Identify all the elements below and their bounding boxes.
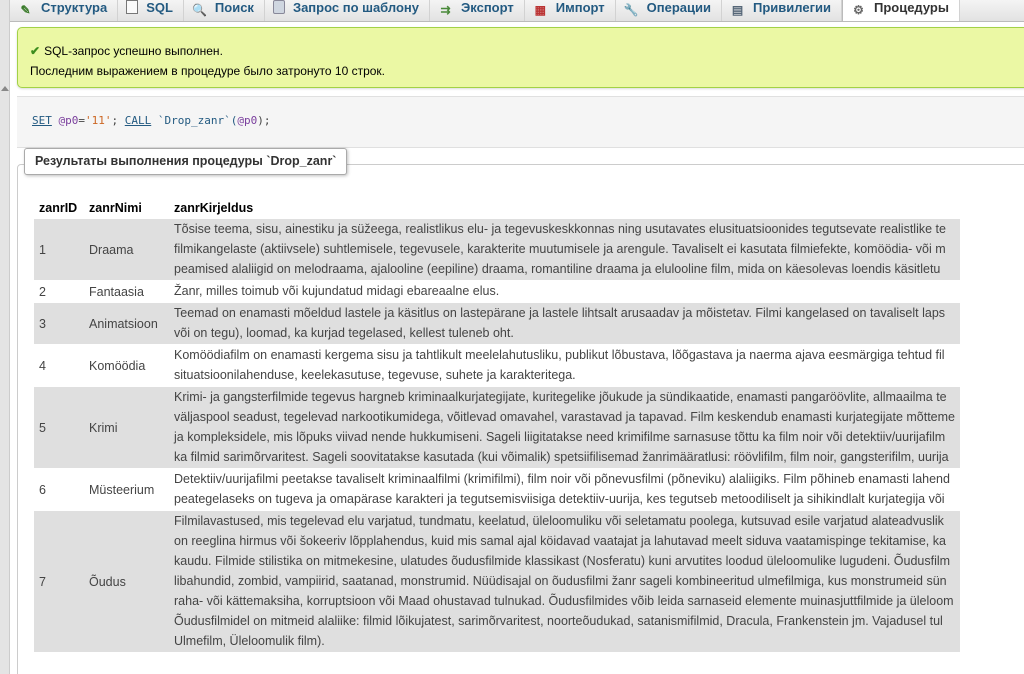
description-line: ja kompleksidele, mis lõpuks viivad nende hukkumiseni. Sageli liigitatakse need krimifilme sarnasuse tõttu ka film noir või detektiiv/uurijafilm xyxy=(174,430,946,444)
tab-label: Процедуры xyxy=(873,0,949,15)
cell-zanrid[interactable]: 2 xyxy=(34,281,84,303)
success-line-1: SQL-запрос успешно выполнен. xyxy=(44,44,223,58)
cell-zanrid[interactable]: 5 xyxy=(34,387,84,469)
cell-zanrnimi[interactable]: Krimi xyxy=(84,387,169,469)
table-row[interactable] xyxy=(34,469,960,511)
sql-variable-1: @p0 xyxy=(58,114,79,127)
search-icon: 🔍 xyxy=(191,3,207,17)
description-line: situatsioonilahenduse, keelekasutuse, tegevuse, suhete ja karakteritega. xyxy=(174,368,576,382)
navigation-collapse-bar[interactable] xyxy=(0,0,10,674)
description-line: filmikangelaste (aktiivsele) suhtlemisele, tegevusele, karakterite muutumisele ja arengule. Tavaliselt ei kasutata filmiefekte, komöödia- või m xyxy=(174,242,946,256)
tab-2[interactable] xyxy=(184,0,265,22)
description-line: väljaspool seadust, tegelevad narkootikumidega, võitlevad omavahel, varastavad ja tapavad. Film keskendub enamasti kurjategijate mõtteme xyxy=(174,410,955,424)
cell-zanrkirjeldus[interactable] xyxy=(169,281,960,303)
tab-7[interactable] xyxy=(722,0,842,22)
description-line: Filmilavastused, mis tegelevad elu varjatud, tundmatu, keelatud, üleloomuliku või seletamatu poolega, kutsuvad esile varjatud alateadvuslik xyxy=(174,514,944,528)
sql-query-box xyxy=(17,96,1024,148)
tab-0[interactable] xyxy=(10,0,118,22)
description-line: või on tegu), loomad, ka kurjad tegelased, kellest tuleneb oht. xyxy=(174,326,514,340)
tab-5[interactable] xyxy=(525,0,616,22)
collapse-arrow-icon[interactable] xyxy=(1,86,9,91)
tab-label: Экспорт xyxy=(461,0,514,15)
cell-zanrkirjeldus[interactable] xyxy=(169,345,960,387)
cell-zanrid[interactable]: 4 xyxy=(34,345,84,387)
cell-zanrnimi[interactable]: Komöödia xyxy=(84,345,169,387)
tab-label: Операции xyxy=(646,0,711,15)
sql-equals: = xyxy=(78,114,85,127)
tab-label: Импорт xyxy=(555,0,605,15)
table-header-row xyxy=(34,196,960,219)
tab-label: Привилегии xyxy=(753,0,831,15)
sql-string: '11' xyxy=(85,114,112,127)
tab-label: Структура xyxy=(41,0,108,15)
description-line: Tõsise teema, sisu, ainestiku ja süžeega, realistlikus elu- ja tegevuskeskkonnas ning usutavates elusituatsioonides tegutsevate realistlike te xyxy=(174,222,946,236)
cell-zanrnimi[interactable]: Fantaasia xyxy=(84,281,169,303)
tab-label: Запрос по шаблону xyxy=(292,0,420,15)
description-line: Ulmefilm, Üleloomulik film). xyxy=(174,634,325,648)
column-header-zanrnimi[interactable]: zanrNimi xyxy=(84,196,169,219)
top-menu-tabs xyxy=(10,0,1024,22)
description-line: Komöödiafilm on enamasti kergema sisu ja tahtlikult meelelahutusliku, publikut lõbustava, lõõgastava ja naerma ajava eesmärgiga tehtud fil xyxy=(174,348,945,362)
description-line: Krimi- ja gangsterfilmide tegevus hargneb kriminaalkurjategijate, kuritegelike jõukude ja sündikaatide, enamasti pangaröövlite, allmaailma te xyxy=(174,390,947,404)
description-line: ka filmid sarimõrvaritest. Sageli soovitatakse kasutada (kui võimalik) spetsiifilisemad žanrimääratlusi: röövlifilm, film noir, gangsterifilm, uurija xyxy=(174,450,949,464)
description-line: peamised alaliigid on melodraama, ajalooline (eepiline) draama, romantiline draama ja elulooline film, mida on käesolevas loendis käsitletu xyxy=(174,262,941,276)
tab-8[interactable] xyxy=(842,0,960,22)
description-line: Žanr, milles toimub või kujundatud midagi ebareaalne elus. xyxy=(174,284,500,298)
table-row[interactable] xyxy=(34,281,960,303)
results-table xyxy=(34,196,960,653)
cell-zanrkirjeldus[interactable] xyxy=(169,511,960,653)
sql-keyword-call[interactable]: CALL xyxy=(124,114,152,127)
description-line: Teemad on enamasti mõeldud lastele ja käsitlus on lastepärane ja lastele lihtsalt arusaadav ja mõistetav. Filmi kangelased on tavaliselt laps xyxy=(174,306,946,320)
tab-4[interactable] xyxy=(430,0,525,22)
tab-1[interactable] xyxy=(118,0,184,22)
success-check-icon: ✔ xyxy=(30,44,41,58)
cell-zanrkirjeldus[interactable] xyxy=(169,469,960,511)
wrench-icon: 🔧 xyxy=(623,3,639,17)
description-line: Detektiiv/uurijafilmi peetakse tavaliselt kriminaalfilmi (krimifilmi), film noir või põnevusfilmi (põneviku) alaliigiks. Film põhineb enamasti lahend xyxy=(174,472,950,486)
sql-procedure-name: `Drop_zanr`( xyxy=(151,114,238,127)
export-icon: ⇉ xyxy=(440,3,451,17)
routines-icon: ⚙ xyxy=(853,3,864,17)
table-row[interactable] xyxy=(34,345,960,387)
sql-separator: ; xyxy=(111,114,125,127)
cell-zanrkirjeldus[interactable] xyxy=(169,219,960,281)
cell-zanrid[interactable]: 1 xyxy=(34,219,84,281)
sql-variable-2: @p0 xyxy=(237,114,258,127)
description-line: raha- või kättemaksiha, korruptsioon või Maad ohustavad tulnukad. Õudusfilmides võib leida sarnaseid elemente muinasjuttfilmide ja üleloom xyxy=(174,594,954,608)
cell-zanrid[interactable]: 6 xyxy=(34,469,84,511)
cell-zanrnimi[interactable]: Animatsioon xyxy=(84,303,169,345)
description-line: libahundid, zombid, vampiirid, saatanad, monstrumid. Nüüdisajal on õudusfilmi žanr sageli kombineeritud ulmefilmiga, kus monstrumeid sün xyxy=(174,574,947,588)
tab-label: SQL xyxy=(146,0,173,15)
cell-zanrid[interactable]: 3 xyxy=(34,303,84,345)
description-line: peategelaseks on tugeva ja omapärase karakteri ja tegutsemisviisiga detektiiv-uurija, kes tegutseb metoodiliselt ja sihikindlalt kurjategija või xyxy=(174,492,945,506)
tab-3[interactable] xyxy=(265,0,430,22)
table-row[interactable] xyxy=(34,219,960,281)
privileges-icon: ▤ xyxy=(731,3,744,17)
table-row[interactable] xyxy=(34,303,960,345)
structure-icon: ✎ xyxy=(20,3,31,17)
success-line-2: Последним выражением в процедуре было затронуто 10 строк. xyxy=(30,64,386,78)
sql-keyword-set[interactable]: SET xyxy=(32,114,52,127)
sql-icon xyxy=(126,0,138,14)
query-icon xyxy=(273,0,285,14)
tab-label: Поиск xyxy=(214,0,254,15)
import-icon: ▦ xyxy=(534,3,546,17)
cell-zanrid[interactable]: 7 xyxy=(34,511,84,653)
column-header-zanrkirjeldus[interactable]: zanrKirjeldus xyxy=(169,196,960,219)
cell-zanrkirjeldus[interactable] xyxy=(169,387,960,469)
tab-6[interactable] xyxy=(616,0,722,22)
sql-end: ); xyxy=(257,114,271,127)
cell-zanrnimi[interactable]: Draama xyxy=(84,219,169,281)
cell-zanrkirjeldus[interactable] xyxy=(169,303,960,345)
table-row[interactable] xyxy=(34,511,960,653)
table-row[interactable] xyxy=(34,387,960,469)
success-message xyxy=(17,27,1024,88)
cell-zanrnimi[interactable]: Õudus xyxy=(84,511,169,653)
description-line: on reeglina hirmus või šokeeriv lõpplahendus, kuid mis samal ajal köidavad vaatajat ja lahutavad meelt siduva vaatamispinge tekitamise, ka xyxy=(174,534,946,548)
column-header-zanrid[interactable]: zanrID xyxy=(34,196,84,219)
results-legend: Результаты выполнения процедуры `Drop_zanr` xyxy=(24,148,347,175)
description-line: kaudu. Filmide stilistika on mitmekesine, ulatudes õudusfilmide klassikast (Nosferatu) kuni arvutites loodud üleloomulike lugudeni. Õudusfilm xyxy=(174,554,951,568)
description-line: Õudusfilmidel on mitmeid alaliike: filmid lõikujatest, sarimõrvaritest, noorteõudukad, satanismifilmid, Dracula, Frankenstein jm. Vajadusel tul xyxy=(174,614,943,628)
cell-zanrnimi[interactable]: Müsteerium xyxy=(84,469,169,511)
